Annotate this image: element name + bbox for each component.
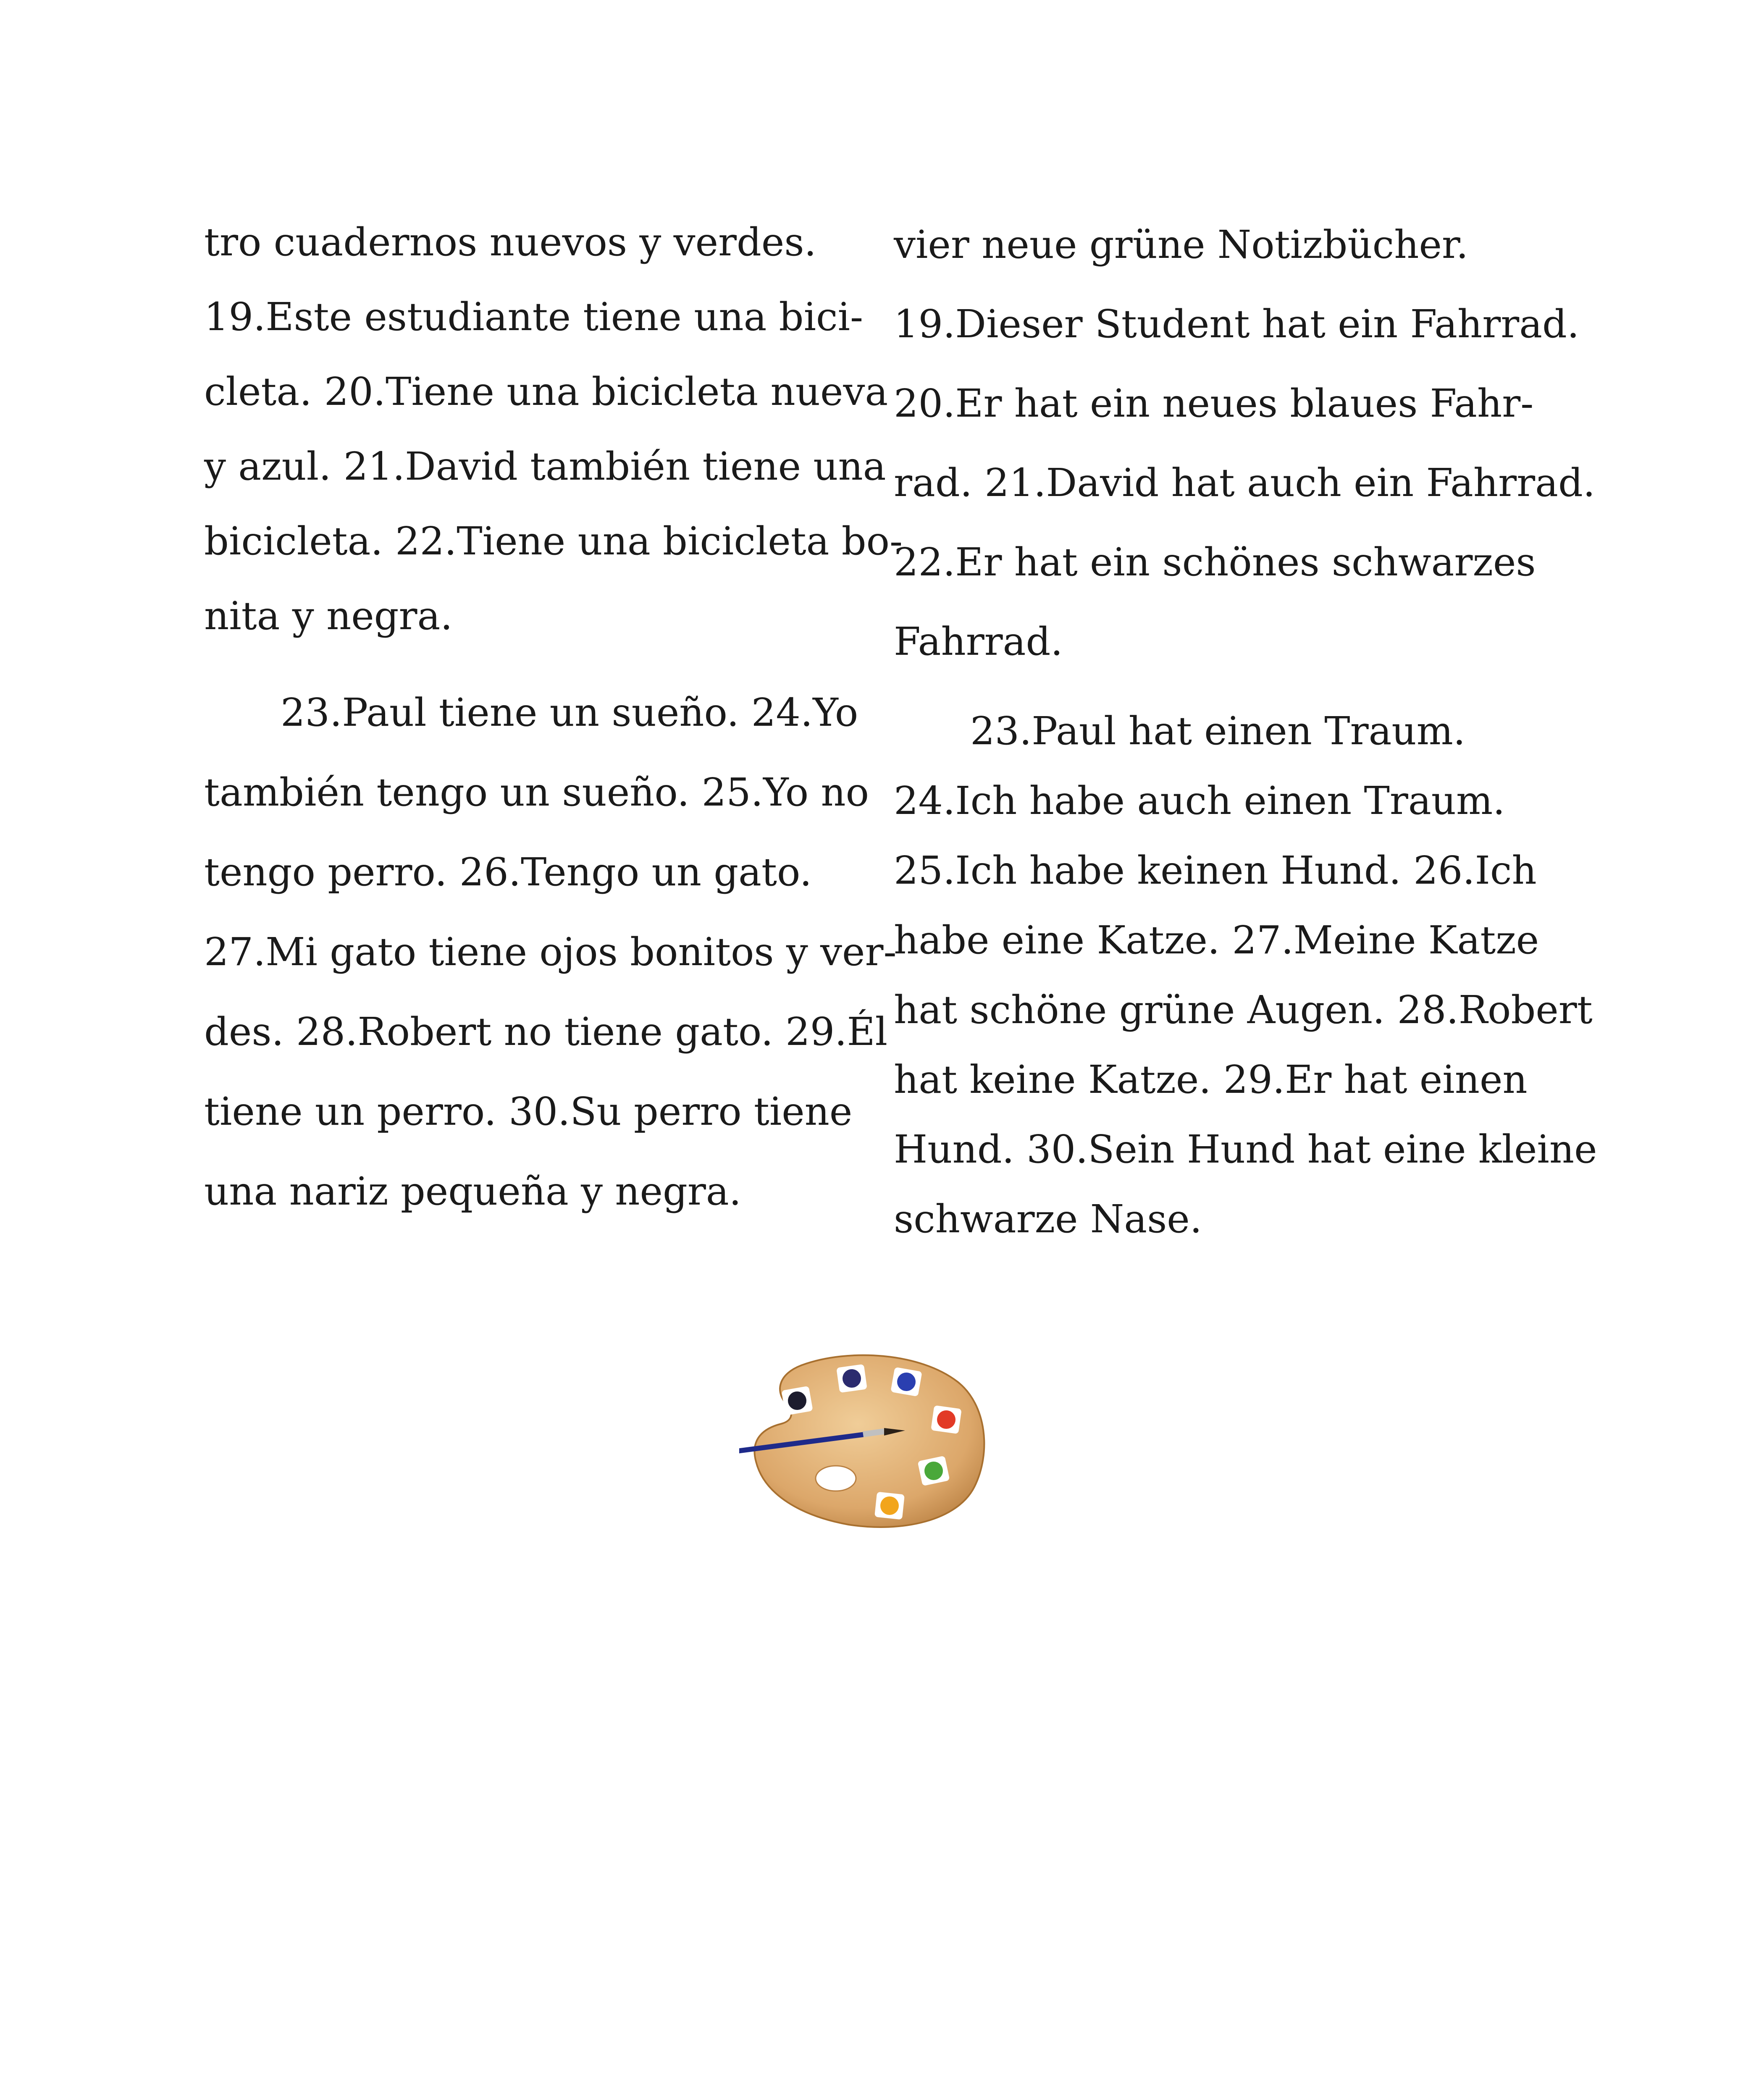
text-line: rad. 21.David hat auch ein Fahrrad. (894, 460, 1596, 505)
text-line: Fahrrad. (894, 619, 1063, 664)
paint-palette-icon (739, 1348, 991, 1533)
text-line: 23.Paul hat einen Traum. (970, 709, 1466, 753)
text-line: bicicleta. 22.Tiene una bicicleta bo- (204, 519, 903, 564)
text-line: hat schöne grüne Augen. 28.Robert (894, 987, 1593, 1032)
text-line: 25.Ich habe keinen Hund. 26.Ich (894, 848, 1537, 893)
german-column (894, 205, 1597, 1254)
german-paragraph-1 (894, 205, 1596, 681)
text-line: cleta. 20.Tiene una bicicleta nueva (204, 369, 888, 414)
text-line: 19.Dieser Student hat ein Fahrrad. (894, 302, 1580, 346)
text-line: tro cuadernos nuevos y verdes. (204, 220, 816, 265)
palette-board (754, 1355, 984, 1527)
thumb-hole (816, 1466, 856, 1491)
german-paragraph-2 (894, 696, 1597, 1254)
text-line: 22.Er hat ein schönes schwarzes (894, 540, 1536, 585)
text-line: habe eine Katze. 27.Meine Katze (894, 918, 1539, 963)
text-line: hat keine Katze. 29.Er hat einen (894, 1057, 1528, 1102)
text-line: Hund. 30.Sein Hund hat eine kleine (894, 1127, 1597, 1172)
spanish-paragraph-2 (204, 673, 897, 1231)
text-line: 19.Este estudiante tiene una bici- (204, 294, 864, 339)
text-line: nita y negra. (204, 593, 453, 638)
text-line: tiene un perro. 30.Su perro tiene (204, 1089, 853, 1134)
text-line: también tengo un sueño. 25.Yo no (204, 770, 869, 815)
text-line: vier neue grüne Notizbücher. (894, 222, 1469, 267)
spanish-column (204, 205, 903, 1231)
text-line: 24.Ich habe auch einen Traum. (894, 778, 1505, 823)
text-line: y azul. 21.David también tiene una (204, 444, 886, 489)
spanish-paragraph-1 (204, 205, 903, 654)
text-line: schwarze Nase. (894, 1197, 1202, 1242)
text-line: des. 28.Robert no tiene gato. 29.Él (204, 1009, 888, 1054)
text-line: 23.Paul tiene un sueño. 24.Yo (281, 690, 858, 735)
text-line: tengo perro. 26.Tengo un gato. (204, 850, 812, 895)
text-line: 20.Er hat ein neues blaues Fahr- (894, 381, 1534, 426)
text-line: una nariz pequeña y negra. (204, 1169, 741, 1214)
text-line: 27.Mi gato tiene ojos bonitos y ver- (204, 929, 897, 974)
